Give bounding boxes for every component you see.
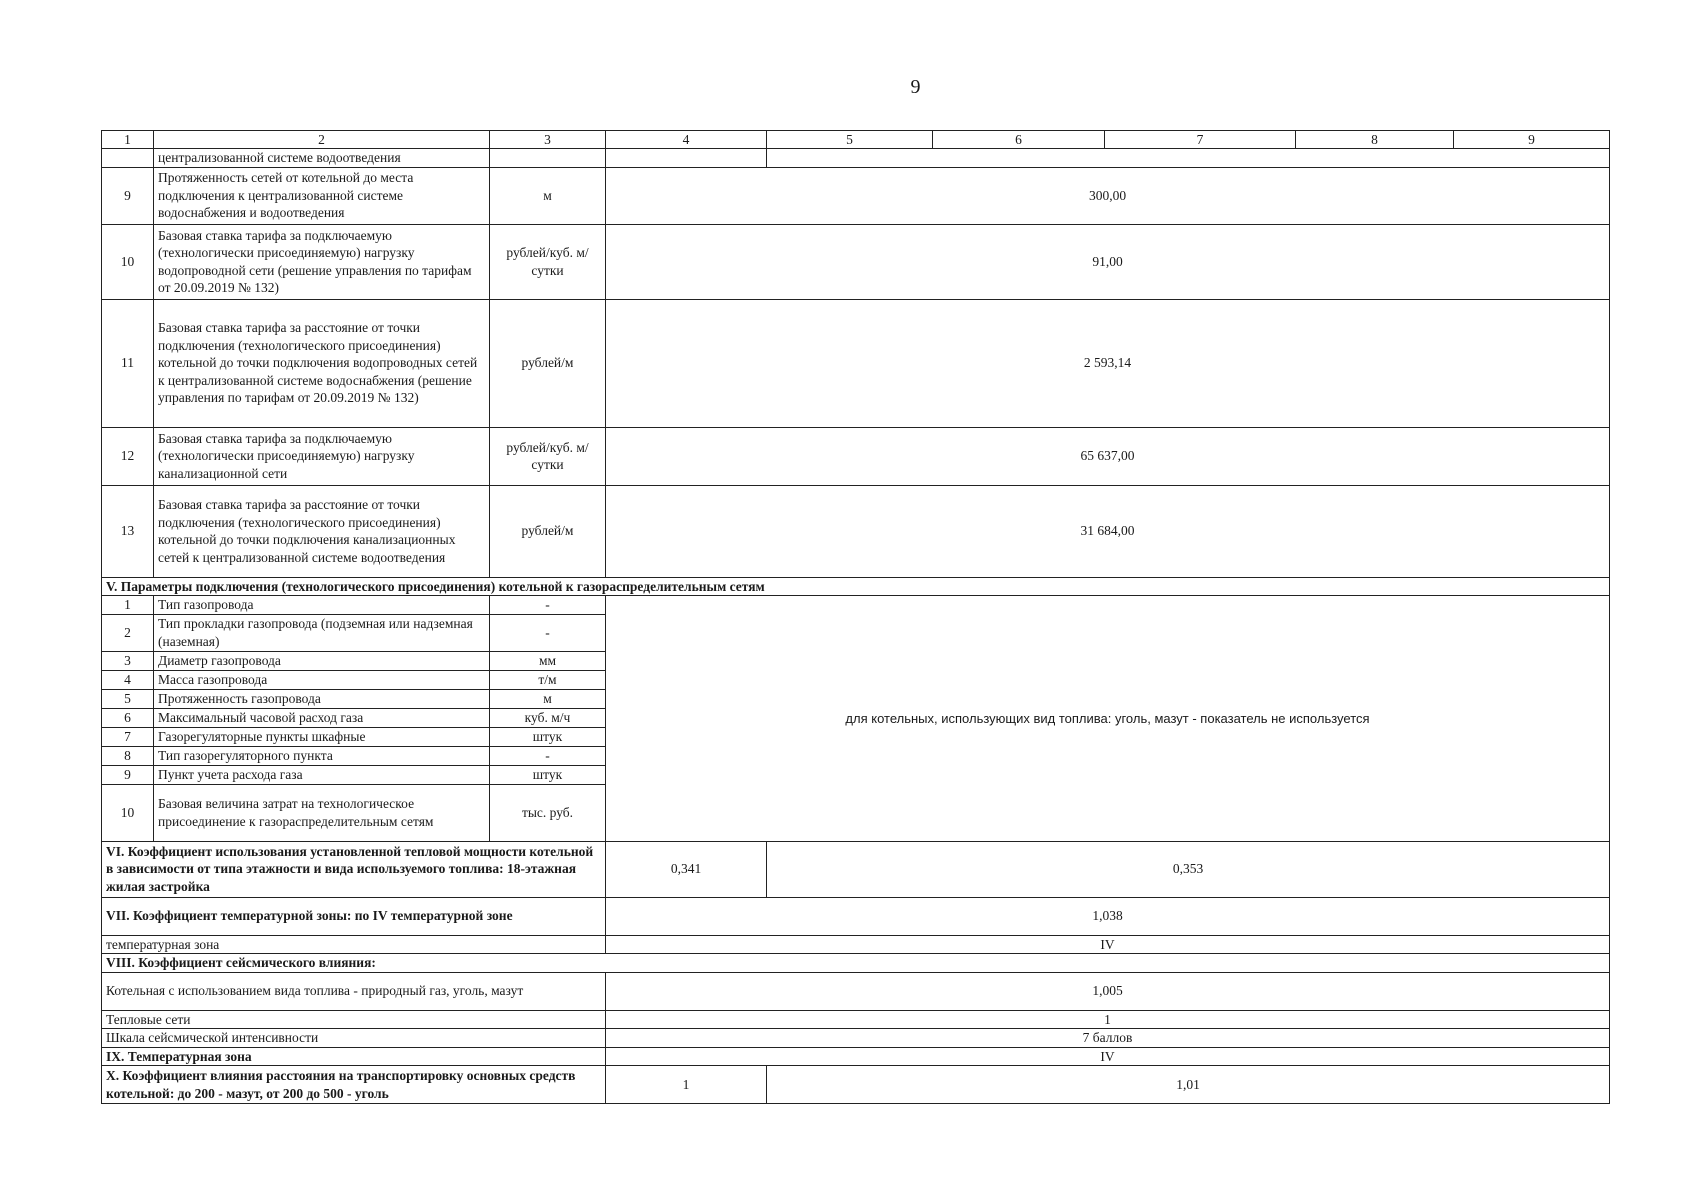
row-value bbox=[767, 149, 1610, 168]
row-unit: м bbox=[490, 167, 606, 224]
row-name: Тип газопровода bbox=[154, 596, 490, 615]
row-name: Тепловые сети bbox=[102, 1010, 606, 1029]
row-unit: - bbox=[490, 596, 606, 615]
zone-label: температурная зона bbox=[102, 935, 606, 954]
row-number: 11 bbox=[102, 299, 154, 427]
row-number: 2 bbox=[102, 614, 154, 651]
section-ix-row bbox=[102, 1047, 1610, 1066]
table-row bbox=[102, 935, 1610, 954]
row-number: 9 bbox=[102, 167, 154, 224]
section-x-title: X. Коэффициент влияния расстояния на транспортировку основных средств котельной: до 200 - мазут, от 200 до 500 - уголь bbox=[102, 1066, 606, 1104]
table-row bbox=[102, 427, 1610, 485]
col-header-9: 9 bbox=[1454, 131, 1610, 149]
zone-value: IV bbox=[606, 935, 1610, 954]
row-number: 13 bbox=[102, 485, 154, 577]
row-number: 10 bbox=[102, 784, 154, 841]
row-cell bbox=[606, 149, 767, 168]
row-unit: рублей/м bbox=[490, 299, 606, 427]
col-header-2: 2 bbox=[154, 131, 490, 149]
section-vii-value: 1,038 bbox=[606, 897, 1610, 935]
section-viii-title: VIII. Коэффициент сейсмического влияния: bbox=[102, 954, 1610, 973]
row-unit: - bbox=[490, 746, 606, 765]
row-number: 6 bbox=[102, 708, 154, 727]
table-row bbox=[102, 596, 1610, 615]
column-number-row bbox=[102, 131, 1610, 149]
row-name: Максимальный часовой расход газа bbox=[154, 708, 490, 727]
row-name: Базовая ставка тарифа за подключаемую (технологически присоединяемую) нагрузку водопроводной сети (решение управления по тарифам от 20.09.2019 № 132) bbox=[154, 224, 490, 299]
row-number: 4 bbox=[102, 670, 154, 689]
table-row bbox=[102, 167, 1610, 224]
row-value: 31 684,00 bbox=[606, 485, 1610, 577]
section-v-merged-value: для котельных, использующих вид топлива: уголь, мазут - показатель не используется bbox=[606, 596, 1610, 842]
section-x-value-b: 1,01 bbox=[767, 1066, 1610, 1104]
row-unit bbox=[490, 149, 606, 168]
section-x-value-a: 1 bbox=[606, 1066, 767, 1104]
table-row bbox=[102, 299, 1610, 427]
row-number: 9 bbox=[102, 765, 154, 784]
row-name: Пункт учета расхода газа bbox=[154, 765, 490, 784]
row-value: 300,00 bbox=[606, 167, 1610, 224]
row-unit: м bbox=[490, 689, 606, 708]
row-value: 65 637,00 bbox=[606, 427, 1610, 485]
row-number: 1 bbox=[102, 596, 154, 615]
col-header-4: 4 bbox=[606, 131, 767, 149]
row-name: Тип газорегуляторного пункта bbox=[154, 746, 490, 765]
row-number: 10 bbox=[102, 224, 154, 299]
row-value: 2 593,14 bbox=[606, 299, 1610, 427]
col-header-3: 3 bbox=[490, 131, 606, 149]
section-heading-row bbox=[102, 954, 1610, 973]
row-name: Базовая ставка тарифа за подключаемую (технологически присоединяемую) нагрузку канализационной сети bbox=[154, 427, 490, 485]
row-name: Тип прокладки газопровода (подземная или надземная (наземная) bbox=[154, 614, 490, 651]
section-ix-title: IX. Температурная зона bbox=[102, 1047, 606, 1066]
row-name: Газорегуляторные пункты шкафные bbox=[154, 727, 490, 746]
row-number: 5 bbox=[102, 689, 154, 708]
row-unit: - bbox=[490, 614, 606, 651]
row-number: 3 bbox=[102, 651, 154, 670]
row-name: Котельная с использованием вида топлива - природный газ, уголь, мазут bbox=[102, 972, 606, 1010]
section-vi-title: VI. Коэффициент использования установленной тепловой мощности котельной в зависимости от типа этажности и вида используемого топлива: 18-этажная жилая застройка bbox=[102, 841, 606, 897]
row-value: 1,005 bbox=[606, 972, 1610, 1010]
col-header-1: 1 bbox=[102, 131, 154, 149]
table-row bbox=[102, 485, 1610, 577]
row-name: Протяженность сетей от котельной до места подключения к централизованной системе водоснабжения и водоотведения bbox=[154, 167, 490, 224]
row-name: Масса газопровода bbox=[154, 670, 490, 689]
row-name: Базовая величина затрат на технологическое присоединение к газораспределительным сетям bbox=[154, 784, 490, 841]
row-unit: штук bbox=[490, 765, 606, 784]
table-row bbox=[102, 224, 1610, 299]
table-row bbox=[102, 149, 1610, 168]
section-x-row bbox=[102, 1066, 1610, 1104]
row-unit: штук bbox=[490, 727, 606, 746]
section-vii-title: VII. Коэффициент температурной зоны: по IV температурной зоне bbox=[102, 897, 606, 935]
row-unit: куб. м/ч bbox=[490, 708, 606, 727]
col-header-7: 7 bbox=[1105, 131, 1296, 149]
section-vii-row bbox=[102, 897, 1610, 935]
tariff-parameters-table bbox=[101, 130, 1610, 1104]
table-row bbox=[102, 1029, 1610, 1048]
section-heading-row bbox=[102, 577, 1610, 596]
page-number: 9 bbox=[910, 76, 921, 98]
row-unit: тыс. руб. bbox=[490, 784, 606, 841]
col-header-8: 8 bbox=[1296, 131, 1454, 149]
row-name: Базовая ставка тарифа за расстояние от точки подключения (технологического присоединения) котельной до точки подключения водопроводных сетей к централизованной системе водоснабжения (решение управления по тарифам от 20.09.2019 № 132) bbox=[154, 299, 490, 427]
row-unit: мм bbox=[490, 651, 606, 670]
row-value: 7 баллов bbox=[606, 1029, 1610, 1048]
section-vi-value-a: 0,341 bbox=[606, 841, 767, 897]
row-name: Шкала сейсмической интенсивности bbox=[102, 1029, 606, 1048]
section-v-title: V. Параметры подключения (технологического присоединения) котельной к газораспределительным сетям bbox=[102, 577, 1610, 596]
col-header-6: 6 bbox=[933, 131, 1105, 149]
row-name: Базовая ставка тарифа за расстояние от точки подключения (технологического присоединения) котельной до точки подключения канализационных сетей к централизованной системе водоотведения bbox=[154, 485, 490, 577]
section-ix-value: IV bbox=[606, 1047, 1610, 1066]
row-name: централизованной системе водоотведения bbox=[154, 149, 490, 168]
row-unit: рублей/куб. м/сутки bbox=[490, 224, 606, 299]
row-number bbox=[102, 149, 154, 168]
row-name: Протяженность газопровода bbox=[154, 689, 490, 708]
row-value: 91,00 bbox=[606, 224, 1610, 299]
row-value: 1 bbox=[606, 1010, 1610, 1029]
section-vi-row bbox=[102, 841, 1610, 897]
row-unit: рублей/куб. м/сутки bbox=[490, 427, 606, 485]
row-number: 12 bbox=[102, 427, 154, 485]
section-vi-value-b: 0,353 bbox=[767, 841, 1610, 897]
row-number: 8 bbox=[102, 746, 154, 765]
table-row bbox=[102, 972, 1610, 1010]
row-unit: рублей/м bbox=[490, 485, 606, 577]
row-name: Диаметр газопровода bbox=[154, 651, 490, 670]
table-row bbox=[102, 1010, 1610, 1029]
col-header-5: 5 bbox=[767, 131, 933, 149]
row-number: 7 bbox=[102, 727, 154, 746]
row-unit: т/м bbox=[490, 670, 606, 689]
